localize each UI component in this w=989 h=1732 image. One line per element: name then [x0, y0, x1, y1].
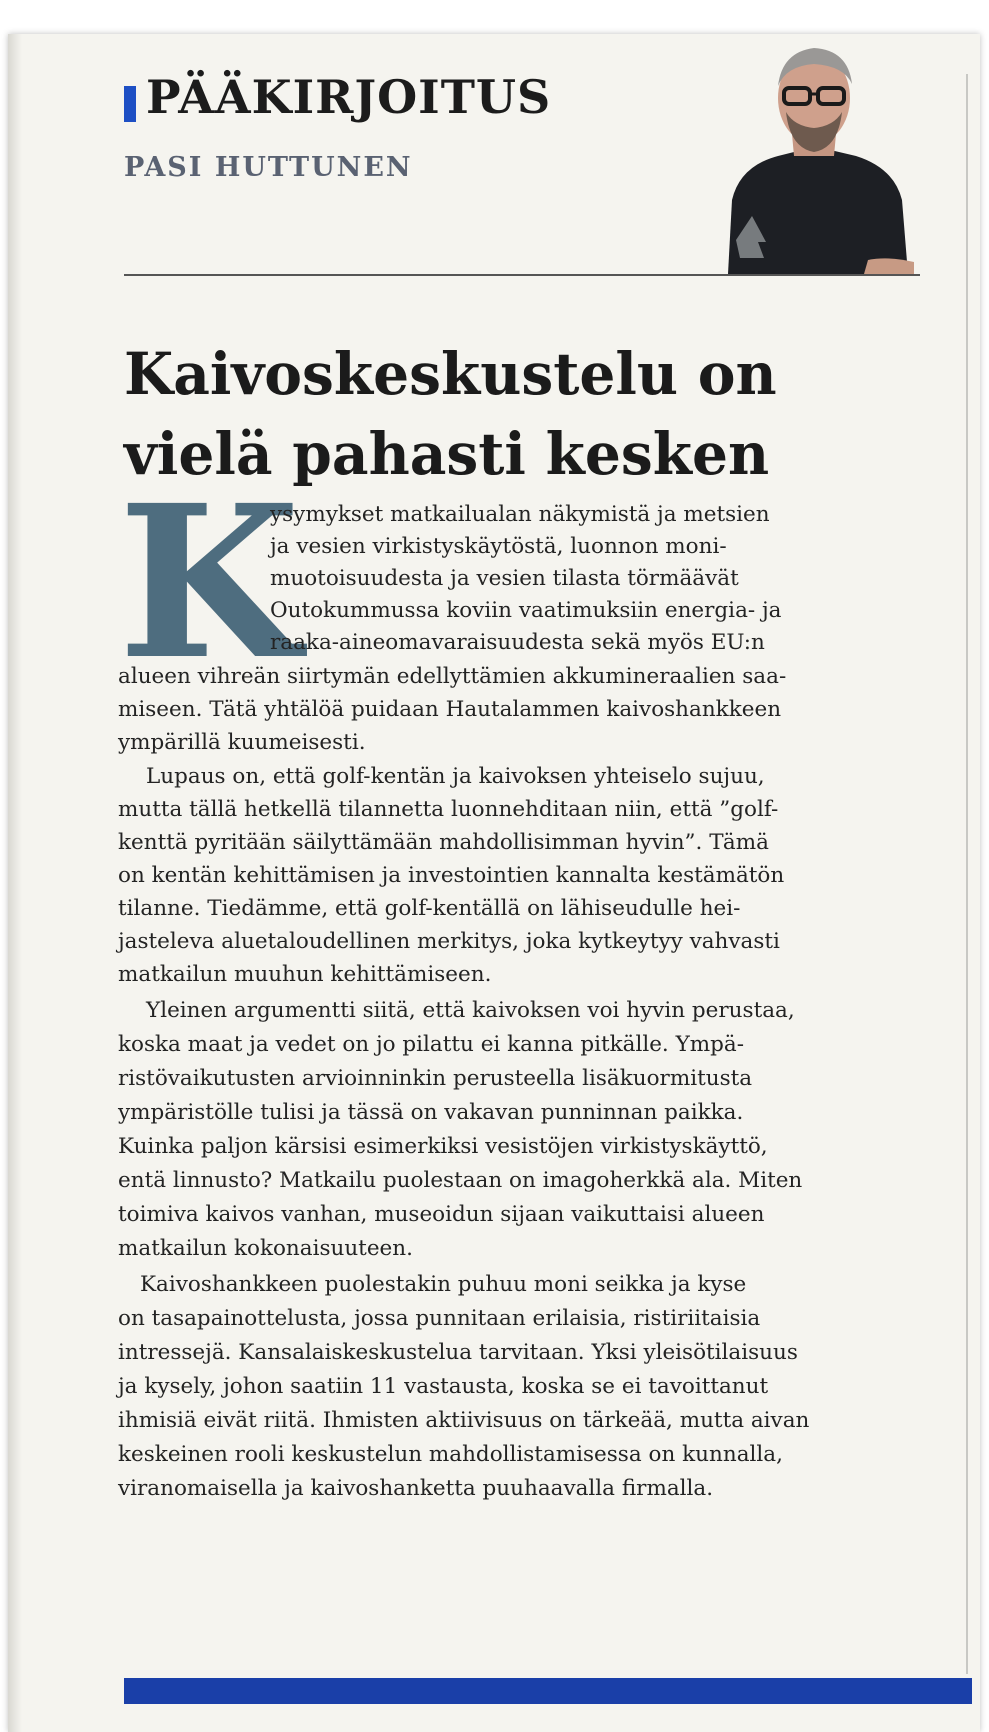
body-line: ihmisiä eivät riitä. Ihmisten aktiivisuus on tärkeää, mutta aivan [118, 1408, 810, 1433]
header-divider [124, 274, 920, 276]
headline-line: Kaivoskeskustelu on [124, 340, 777, 408]
body-line: kenttä pyritään säilyttämään mahdollisimman hyvin”. Tämä [118, 830, 769, 855]
body-line: Outokummussa koviin vaatimuksiin energia- ja [270, 598, 782, 623]
body-line: entä linnusto? Matkailu puolestaan on imagoherkkä ala. Miten [118, 1168, 803, 1193]
body-line: ristövaikutusten arvioinninkin perusteella lisäkuormitusta [118, 1066, 753, 1091]
body-line: ympäristölle tulisi ja tässä on vakavan punninnan paikka. [118, 1100, 744, 1125]
author-name: PASI HUTTUNEN [124, 152, 413, 183]
body-line: ympärillä kuumeisesti. [118, 730, 366, 755]
body-line: matkailun kokonaisuuteen. [118, 1236, 413, 1261]
body-line: tilanne. Tiedämme, että golf-kentällä on lähiseudulle hei- [118, 896, 741, 921]
body-line: alueen vihreän siirtymän edellyttämien akkumineraalien saa- [118, 664, 787, 689]
body-line: ysymykset matkailualan näkymistä ja metsien [270, 502, 770, 527]
body-line: on tasapainottelusta, jossa punnitaan erilaisia, ristiriitaisia [118, 1306, 761, 1331]
body-line: Lupaus on, että golf-kentän ja kaivoksen yhteiselo sujuu, [146, 764, 765, 789]
section-marker [124, 86, 136, 122]
body-line: viranomaisella ja kaivoshanketta puuhaavalla firmalla. [118, 1476, 714, 1501]
body-line: toimiva kaivos vanhan, museoidun sijaan vaikuttaisi alueen [118, 1202, 765, 1227]
body-line: mutta tällä hetkellä tilannetta luonnehditaan niin, että ”golf- [118, 797, 779, 822]
body-line: ja vesien virkistyskäytöstä, luonnon moni- [270, 534, 727, 559]
body-line: Kuinka paljon kärsisi esimerkiksi vesistöjen virkistyskäyttö, [118, 1134, 768, 1159]
body-line: jasteleva aluetaloudellinen merkitys, joka kytkeytyy vahvasti [118, 929, 780, 954]
body-line: ja kysely, johon saatiin 11 vastausta, koska se ei tavoittanut [118, 1374, 769, 1399]
section-title: PÄÄKIRJOITUS [146, 70, 552, 124]
paper-fold-shadow [8, 34, 22, 1732]
body-line: miseen. Tätä yhtälöä puidaan Hautalammen kaivoshankkeen [118, 697, 782, 722]
body-line: Yleinen argumentti siitä, että kaivoksen voi hyvin perustaa, [146, 998, 795, 1023]
body-line: muotoisuudesta ja vesien tilasta törmäävät [270, 566, 739, 591]
body-line: Kaivoshankkeen puolestakin puhuu moni seikka ja kyse [140, 1272, 747, 1297]
drop-cap: K [118, 459, 301, 706]
body-line: raaka-aineomavaraisuudesta sekä myös EU:n [270, 630, 765, 655]
body-line: on kentän kehittämisen ja investointien kannalta kestämätön [118, 863, 785, 888]
body-line: koska maat ja vedet on jo pilattu ei kanna pitkälle. Ympä- [118, 1032, 745, 1057]
bottom-accent-bar [124, 1678, 972, 1704]
body-line: intressejä. Kansalaiskeskustelua tarvitaan. Yksi yleisötilaisuus [118, 1340, 798, 1365]
column-divider [966, 74, 968, 1674]
body-line: keskeinen rooli keskustelun mahdollistamisessa on kunnalla, [118, 1442, 783, 1467]
author-portrait [718, 30, 914, 274]
body-line: matkailun muuhun kehittämiseen. [118, 962, 492, 987]
headline-line: vielä pahasti kesken [124, 420, 770, 488]
